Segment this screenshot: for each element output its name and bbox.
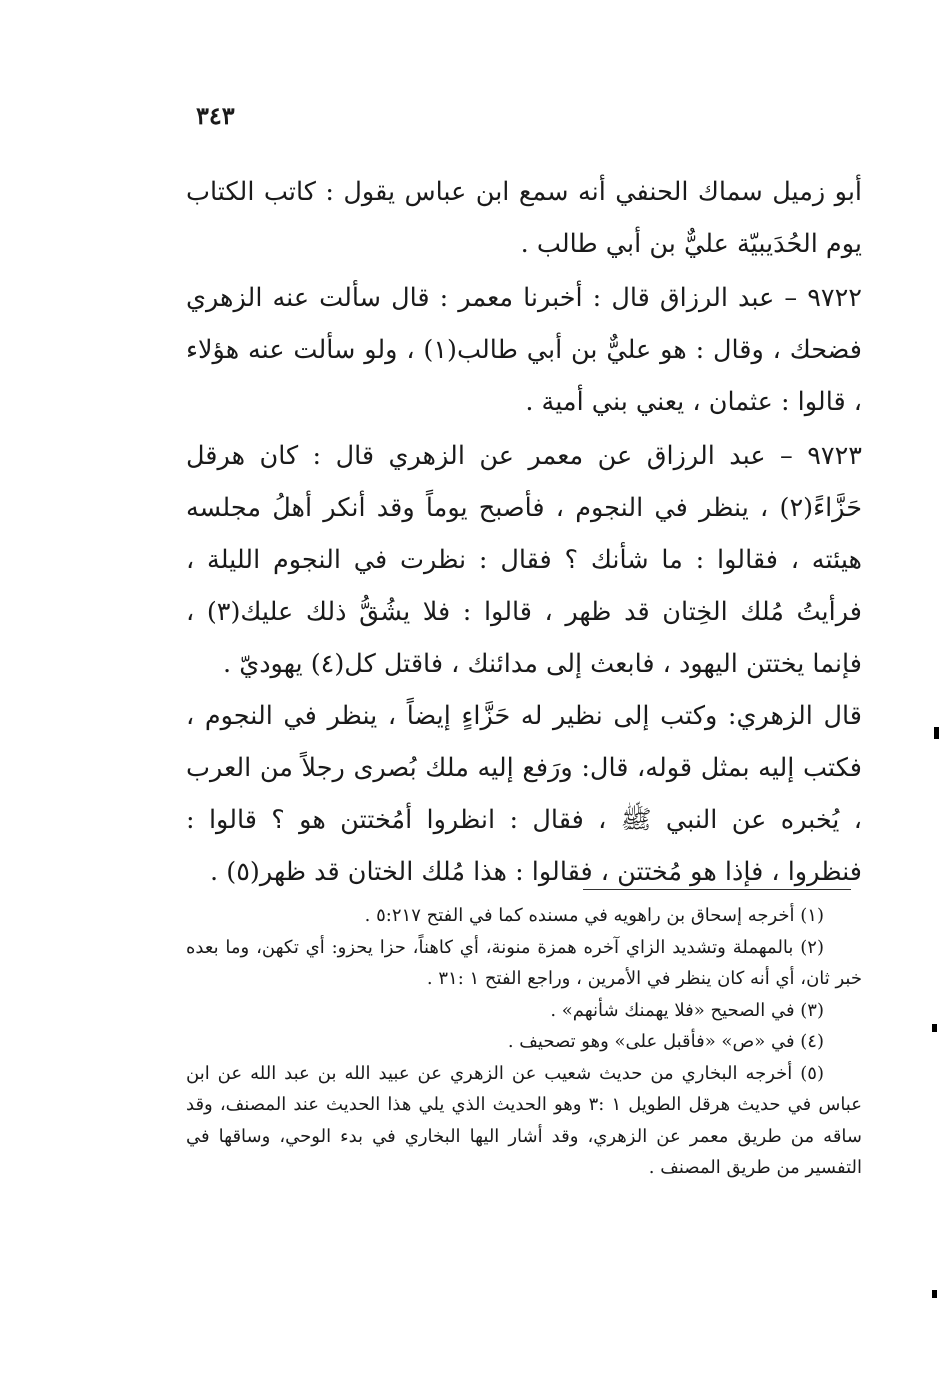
footnote-3: (٣) في الصحيح «فلا يهمنك شأنهم» .	[550, 999, 824, 1021]
zuhri-narration	[186, 690, 862, 898]
footnote-divider	[583, 889, 851, 890]
footnotes-section	[186, 900, 862, 1184]
scan-margin-mark	[934, 727, 939, 739]
paragraph-continuation	[186, 166, 862, 270]
scan-margin-mark	[932, 1290, 937, 1298]
footnote-5: (٥) أخرجه البخاري من حديث شعيب عن الزهري عن عبيد الله بن عبد الله عن ابن عباس في حديث هرقل الطويل ١ :٣ وهو الحديث الذي يلي هذا الحديث عند المصنف، وقد ساقه من طريق معمر عن الزهري، وقد أشار اليها البخاري في بدء الوحي، وساقها في التفسير من طريق المصنف .	[186, 1062, 862, 1178]
paragraph-text: أبو زميل سماك الحنفي أنه سمع ابن عباس يقول : كاتب الكتاب يوم الحُدَيبيّة عليٌّ بن أبي طالب .	[186, 177, 862, 259]
paragraph-text: ٩٧٢٣ – عبد الرزاق عن معمر عن الزهري قال : كان هرقل حَزَّاءً(٢) ، ينظر في النجوم ، فأصبح يوماً وقد أنكر أهلُ مجلسه هيئته ، فقالوا : ما شأنك ؟ فقال : نظرت في النجوم الليلة ، فرأيتُ مُلك الخِتان قد ظهر ، قالوا : فلا يشُقُّ ذلك عليك(٣) ، فإنما يختتن اليهود ، فابعث إلى مدائنك ، فاقتل كل(٤) يهوديّ .	[186, 441, 862, 679]
page-number: ٣٤٣	[196, 101, 235, 130]
footnote-4: (٤) في «ص» «فأقبل على» وهو تصحيف .	[507, 1031, 824, 1052]
hadith-9722	[186, 272, 862, 428]
paragraph-text: قال الزهري: وكتب إلى نظير له حَزَّاءٍ إيضاً ، ينظر في النجوم ، فكتب إليه بمثل قوله، قال: ورَفع إليه ملك بُصرى رجلاً من العرب ، يُخبره عن النبي ﷺ ، فقال : انظروا أمُختتن هو ؟ قالوا : فنظروا ، فإذا هو مُختتن ، فقالوا : هذا مُلك الختان قد ظهر(٥) .	[186, 701, 862, 887]
scan-margin-mark	[932, 1024, 937, 1032]
hadith-9723	[186, 430, 862, 690]
footnote-2: (٢) بالمهملة وتشديد الزاي آخره همزة منونة، أي كاهناً، حزا يحزو: أي تكهن، وما بعده خبر ثان، أي أنه كان ينظر في الأمرين ، وراجع الفتح ١ :٣١ .	[186, 936, 862, 989]
footnote-1: (١) أخرجه إسحاق بن راهويه في مسنده كما في الفتح ٥:٢١٧ .	[364, 905, 824, 926]
paragraph-text: ٩٧٢٢ – عبد الرزاق قال : أخبرنا معمر : قال سألت عنه الزهري فضحك ، وقال : هو عليٌّ بن أبي طالب(١) ، ولو سألت عنه هؤلاء ، قالوا : عثمان ، يعني بني أمية .	[186, 283, 862, 417]
